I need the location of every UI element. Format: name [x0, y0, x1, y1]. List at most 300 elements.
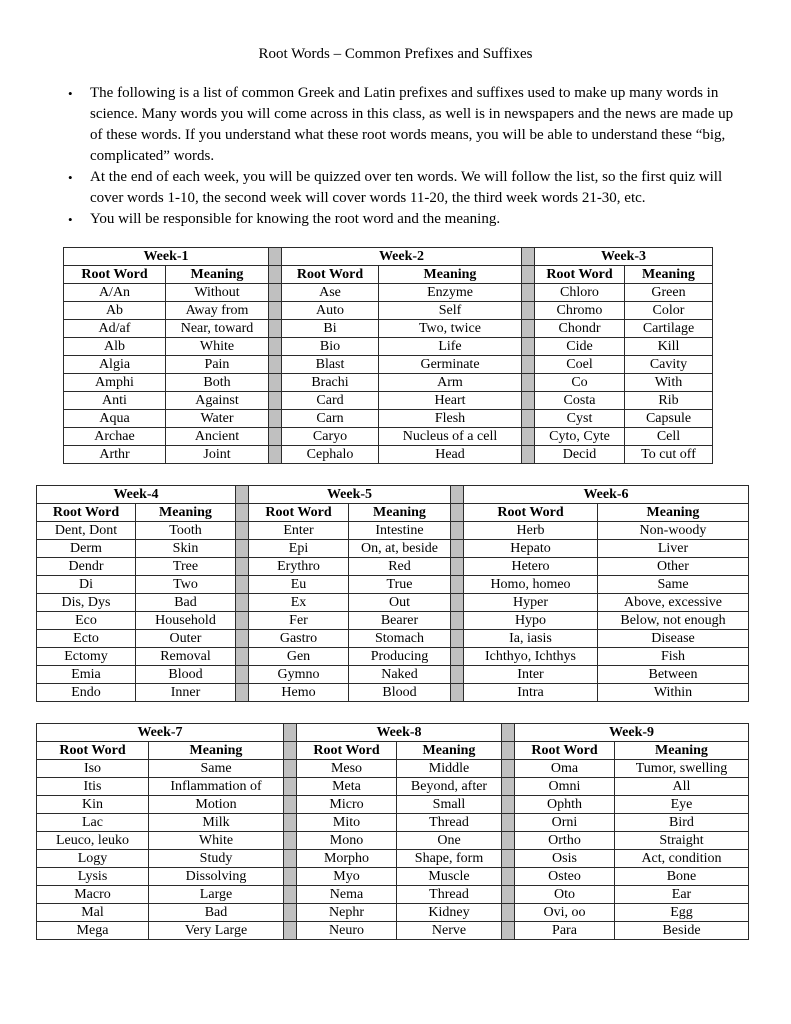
- table-row: [37, 594, 749, 612]
- separator-cell: [522, 248, 535, 266]
- table-row: [37, 666, 749, 684]
- meaning-cell: Head: [379, 446, 522, 464]
- root-word-header: Root Word: [515, 742, 615, 760]
- meaning-cell: Act, condition: [615, 850, 749, 868]
- meaning-cell: Against: [166, 392, 269, 410]
- separator-cell: [502, 760, 515, 778]
- root-word-cell: Intra: [464, 684, 598, 702]
- root-word-cell: Costa: [535, 392, 625, 410]
- separator-cell: [522, 338, 535, 356]
- week-title-week-5: Week-5: [249, 486, 451, 504]
- week-title-week-8: Week-8: [297, 724, 502, 742]
- root-word-cell: Nema: [297, 886, 397, 904]
- separator-cell: [451, 612, 464, 630]
- root-word-cell: Bio: [282, 338, 379, 356]
- separator-cell: [502, 868, 515, 886]
- root-word-cell: Neuro: [297, 922, 397, 940]
- root-word-cell: Mono: [297, 832, 397, 850]
- meaning-cell: Liver: [598, 540, 749, 558]
- week-title-row: [37, 486, 749, 504]
- table-row: [37, 684, 749, 702]
- table-row: [37, 630, 749, 648]
- separator-cell: [269, 338, 282, 356]
- week-title-row: [64, 248, 713, 266]
- meaning-cell: Motion: [149, 796, 284, 814]
- separator-cell: [284, 868, 297, 886]
- root-word-cell: Ophth: [515, 796, 615, 814]
- meaning-cell: Germinate: [379, 356, 522, 374]
- separator-cell: [284, 922, 297, 940]
- meaning-cell: Between: [598, 666, 749, 684]
- root-word-cell: Hypo: [464, 612, 598, 630]
- separator-cell: [522, 320, 535, 338]
- root-word-cell: Ectomy: [37, 648, 136, 666]
- meaning-cell: Cartilage: [625, 320, 713, 338]
- table-row: [37, 832, 749, 850]
- separator-cell: [269, 428, 282, 446]
- meaning-cell: Middle: [397, 760, 502, 778]
- meaning-header: Meaning: [615, 742, 749, 760]
- root-word-cell: Co: [535, 374, 625, 392]
- root-word-cell: Macro: [37, 886, 149, 904]
- meaning-cell: Small: [397, 796, 502, 814]
- separator-cell: [284, 850, 297, 868]
- meaning-cell: Thread: [397, 814, 502, 832]
- meaning-cell: Near, toward: [166, 320, 269, 338]
- meaning-cell: Pain: [166, 356, 269, 374]
- meaning-cell: Two: [136, 576, 236, 594]
- meaning-cell: Fish: [598, 648, 749, 666]
- root-word-header: Root Word: [297, 742, 397, 760]
- separator-cell: [284, 814, 297, 832]
- table-row: [64, 410, 713, 428]
- table-row: [37, 760, 749, 778]
- separator-cell: [269, 446, 282, 464]
- root-word-cell: Chloro: [535, 284, 625, 302]
- root-word-cell: Card: [282, 392, 379, 410]
- separator-cell: [451, 648, 464, 666]
- table-row: [64, 338, 713, 356]
- separator-cell: [284, 724, 297, 742]
- meaning-cell: Enzyme: [379, 284, 522, 302]
- root-word-cell: Epi: [249, 540, 349, 558]
- separator-cell: [236, 540, 249, 558]
- root-word-cell: Ab: [64, 302, 166, 320]
- root-word-cell: Gen: [249, 648, 349, 666]
- meaning-cell: Nerve: [397, 922, 502, 940]
- meaning-cell: Bone: [615, 868, 749, 886]
- root-word-cell: Lysis: [37, 868, 149, 886]
- separator-cell: [236, 594, 249, 612]
- root-word-cell: Meta: [297, 778, 397, 796]
- separator-cell: [502, 850, 515, 868]
- meaning-cell: Cavity: [625, 356, 713, 374]
- bullet-text: You will be responsible for knowing the root word and the meaning.: [90, 211, 501, 227]
- meaning-cell: Naked: [349, 666, 451, 684]
- meaning-cell: Dissolving: [149, 868, 284, 886]
- root-word-cell: Eco: [37, 612, 136, 630]
- meaning-cell: Rib: [625, 392, 713, 410]
- root-word-cell: Enter: [249, 522, 349, 540]
- meaning-header: Meaning: [136, 504, 236, 522]
- root-word-cell: Cephalo: [282, 446, 379, 464]
- root-word-cell: Lac: [37, 814, 149, 832]
- root-word-cell: Coel: [535, 356, 625, 374]
- root-word-cell: Carn: [282, 410, 379, 428]
- root-word-cell: Hepato: [464, 540, 598, 558]
- root-word-cell: Dendr: [37, 558, 136, 576]
- separator-cell: [236, 576, 249, 594]
- table-row: [37, 648, 749, 666]
- root-word-cell: Endo: [37, 684, 136, 702]
- root-word-cell: Amphi: [64, 374, 166, 392]
- root-word-cell: Cide: [535, 338, 625, 356]
- table-row: [37, 540, 749, 558]
- separator-cell: [284, 796, 297, 814]
- meaning-header: Meaning: [349, 504, 451, 522]
- meaning-cell: Bad: [149, 904, 284, 922]
- meaning-cell: True: [349, 576, 451, 594]
- table-row: [37, 796, 749, 814]
- root-word-cell: Hemo: [249, 684, 349, 702]
- table-row: [37, 814, 749, 832]
- table-row: [37, 522, 749, 540]
- root-word-cell: Erythro: [249, 558, 349, 576]
- meaning-cell: Straight: [615, 832, 749, 850]
- week-title-row: [37, 724, 749, 742]
- root-word-cell: Ex: [249, 594, 349, 612]
- root-word-cell: Eu: [249, 576, 349, 594]
- meaning-cell: Eye: [615, 796, 749, 814]
- meaning-cell: Nucleus of a cell: [379, 428, 522, 446]
- column-header-row: [37, 742, 749, 760]
- table-row: [37, 576, 749, 594]
- meaning-cell: Very Large: [149, 922, 284, 940]
- meaning-cell: Blood: [136, 666, 236, 684]
- root-word-cell: Cyto, Cyte: [535, 428, 625, 446]
- week-title-week-6: Week-6: [464, 486, 749, 504]
- root-word-cell: Archae: [64, 428, 166, 446]
- meaning-cell: Out: [349, 594, 451, 612]
- meaning-cell: White: [149, 832, 284, 850]
- week-title-week-7: Week-7: [37, 724, 284, 742]
- root-word-cell: Ichthyo, Ichthys: [464, 648, 598, 666]
- root-word-cell: Dis, Dys: [37, 594, 136, 612]
- separator-cell: [451, 522, 464, 540]
- meaning-cell: White: [166, 338, 269, 356]
- separator-cell: [522, 374, 535, 392]
- root-word-header: Root Word: [249, 504, 349, 522]
- root-word-header: Root Word: [64, 266, 166, 284]
- table-row: [64, 356, 713, 374]
- meaning-cell: Skin: [136, 540, 236, 558]
- meaning-cell: Milk: [149, 814, 284, 832]
- meaning-cell: With: [625, 374, 713, 392]
- meaning-cell: Disease: [598, 630, 749, 648]
- root-word-cell: Ad/af: [64, 320, 166, 338]
- separator-cell: [284, 886, 297, 904]
- table-row: [64, 446, 713, 464]
- meaning-cell: Tumor, swelling: [615, 760, 749, 778]
- separator-cell: [522, 410, 535, 428]
- separator-cell: [451, 504, 464, 522]
- table-row: [37, 612, 749, 630]
- week-table-7-9: [36, 723, 749, 940]
- meaning-header: Meaning: [397, 742, 502, 760]
- meaning-cell: Bearer: [349, 612, 451, 630]
- separator-cell: [502, 796, 515, 814]
- root-word-cell: Decid: [535, 446, 625, 464]
- separator-cell: [451, 486, 464, 504]
- meaning-cell: Two, twice: [379, 320, 522, 338]
- meaning-cell: Shape, form: [397, 850, 502, 868]
- meaning-cell: Bird: [615, 814, 749, 832]
- separator-cell: [269, 356, 282, 374]
- root-word-cell: Arthr: [64, 446, 166, 464]
- meaning-cell: On, at, beside: [349, 540, 451, 558]
- root-word-header: Root Word: [37, 742, 149, 760]
- separator-cell: [522, 266, 535, 284]
- meaning-cell: Bad: [136, 594, 236, 612]
- meaning-cell: Kidney: [397, 904, 502, 922]
- column-header-row: [37, 504, 749, 522]
- meaning-cell: Ancient: [166, 428, 269, 446]
- week-table-4-6: [36, 485, 749, 702]
- root-word-cell: Oma: [515, 760, 615, 778]
- root-word-cell: Logy: [37, 850, 149, 868]
- separator-cell: [269, 248, 282, 266]
- root-word-cell: Blast: [282, 356, 379, 374]
- separator-cell: [236, 648, 249, 666]
- meaning-cell: Within: [598, 684, 749, 702]
- week-table-1-3: [63, 247, 713, 464]
- meaning-cell: Below, not enough: [598, 612, 749, 630]
- week-title-week-9: Week-9: [515, 724, 749, 742]
- separator-cell: [451, 630, 464, 648]
- root-word-cell: Orni: [515, 814, 615, 832]
- meaning-cell: Green: [625, 284, 713, 302]
- meaning-cell: Intestine: [349, 522, 451, 540]
- meaning-cell: Egg: [615, 904, 749, 922]
- root-word-cell: Hyper: [464, 594, 598, 612]
- root-word-cell: A/An: [64, 284, 166, 302]
- table-row: [37, 886, 749, 904]
- separator-cell: [269, 266, 282, 284]
- root-word-cell: Ovi, oo: [515, 904, 615, 922]
- meaning-cell: Without: [166, 284, 269, 302]
- root-word-cell: Osis: [515, 850, 615, 868]
- root-word-cell: Meso: [297, 760, 397, 778]
- root-word-cell: Dent, Dont: [37, 522, 136, 540]
- separator-cell: [451, 666, 464, 684]
- root-word-cell: Derm: [37, 540, 136, 558]
- table-row: [64, 428, 713, 446]
- table-row: [37, 868, 749, 886]
- root-word-cell: Anti: [64, 392, 166, 410]
- separator-cell: [284, 778, 297, 796]
- meaning-cell: Other: [598, 558, 749, 576]
- separator-cell: [502, 832, 515, 850]
- bullet-icon: •: [68, 212, 73, 227]
- separator-cell: [522, 284, 535, 302]
- root-word-cell: Itis: [37, 778, 149, 796]
- separator-cell: [451, 558, 464, 576]
- meaning-cell: Capsule: [625, 410, 713, 428]
- separator-cell: [236, 558, 249, 576]
- separator-cell: [284, 904, 297, 922]
- root-word-cell: Omni: [515, 778, 615, 796]
- meaning-cell: Inflammation of: [149, 778, 284, 796]
- root-word-header: Root Word: [282, 266, 379, 284]
- meaning-cell: Muscle: [397, 868, 502, 886]
- root-word-cell: Fer: [249, 612, 349, 630]
- root-word-cell: Osteo: [515, 868, 615, 886]
- separator-cell: [502, 904, 515, 922]
- root-word-cell: Ia, iasis: [464, 630, 598, 648]
- intro-bullet-list: [0, 83, 791, 230]
- separator-cell: [502, 814, 515, 832]
- root-word-cell: Mega: [37, 922, 149, 940]
- meaning-cell: Ear: [615, 886, 749, 904]
- separator-cell: [236, 630, 249, 648]
- separator-cell: [451, 594, 464, 612]
- meaning-cell: Color: [625, 302, 713, 320]
- separator-cell: [522, 302, 535, 320]
- meaning-cell: Heart: [379, 392, 522, 410]
- week-title-week-1: Week-1: [64, 248, 269, 266]
- root-word-cell: Myo: [297, 868, 397, 886]
- root-word-cell: Di: [37, 576, 136, 594]
- table-row: [64, 374, 713, 392]
- root-word-cell: Mal: [37, 904, 149, 922]
- root-word-cell: Oto: [515, 886, 615, 904]
- separator-cell: [451, 576, 464, 594]
- root-word-cell: Ecto: [37, 630, 136, 648]
- root-word-cell: Hetero: [464, 558, 598, 576]
- separator-cell: [502, 742, 515, 760]
- root-word-cell: Bi: [282, 320, 379, 338]
- root-word-cell: Auto: [282, 302, 379, 320]
- separator-cell: [236, 522, 249, 540]
- meaning-header: Meaning: [379, 266, 522, 284]
- separator-cell: [284, 832, 297, 850]
- meaning-cell: Large: [149, 886, 284, 904]
- meaning-cell: Non-woody: [598, 522, 749, 540]
- separator-cell: [269, 302, 282, 320]
- list-item: [68, 209, 744, 230]
- meaning-cell: Inner: [136, 684, 236, 702]
- root-word-cell: Morpho: [297, 850, 397, 868]
- separator-cell: [522, 392, 535, 410]
- root-word-header: Root Word: [535, 266, 625, 284]
- meaning-cell: Beyond, after: [397, 778, 502, 796]
- root-word-cell: Alb: [64, 338, 166, 356]
- bullet-icon: •: [68, 86, 73, 101]
- separator-cell: [269, 374, 282, 392]
- meaning-cell: Same: [149, 760, 284, 778]
- meaning-cell: Self: [379, 302, 522, 320]
- table-row: [37, 850, 749, 868]
- meaning-cell: To cut off: [625, 446, 713, 464]
- table-row: [64, 392, 713, 410]
- root-word-cell: Aqua: [64, 410, 166, 428]
- meaning-cell: Flesh: [379, 410, 522, 428]
- separator-cell: [522, 446, 535, 464]
- root-word-cell: Para: [515, 922, 615, 940]
- table-row: [37, 904, 749, 922]
- bullet-text: The following is a list of common Greek and Latin prefixes and suffixes used to make up many words in science. Many words you will come across in this class, as well is in newspapers and the news are made up of these words. If you understand what these root words means, you will be able to understand these “big, complicated” words.: [90, 85, 734, 164]
- meaning-header: Meaning: [598, 504, 749, 522]
- meaning-cell: Same: [598, 576, 749, 594]
- meaning-cell: Kill: [625, 338, 713, 356]
- meaning-header: Meaning: [166, 266, 269, 284]
- meaning-cell: Thread: [397, 886, 502, 904]
- root-word-cell: Nephr: [297, 904, 397, 922]
- root-word-cell: Homo, homeo: [464, 576, 598, 594]
- separator-cell: [522, 428, 535, 446]
- separator-cell: [236, 612, 249, 630]
- meaning-cell: Red: [349, 558, 451, 576]
- week-title-week-3: Week-3: [535, 248, 713, 266]
- meaning-header: Meaning: [149, 742, 284, 760]
- separator-cell: [236, 504, 249, 522]
- table-row: [37, 558, 749, 576]
- root-word-cell: Cyst: [535, 410, 625, 428]
- meaning-cell: All: [615, 778, 749, 796]
- root-word-cell: Ase: [282, 284, 379, 302]
- root-word-cell: Chondr: [535, 320, 625, 338]
- separator-cell: [284, 742, 297, 760]
- separator-cell: [522, 356, 535, 374]
- root-word-header: Root Word: [37, 504, 136, 522]
- separator-cell: [269, 320, 282, 338]
- root-word-cell: Emia: [37, 666, 136, 684]
- meaning-cell: Study: [149, 850, 284, 868]
- meaning-cell: Both: [166, 374, 269, 392]
- meaning-cell: Beside: [615, 922, 749, 940]
- table-row: [64, 284, 713, 302]
- table-row: [64, 320, 713, 338]
- bullet-text: At the end of each week, you will be quizzed over ten words. We will follow the list, so the first quiz will cover words 1-10, the second week will cover words 11-20, the third week words 21-30, etc.: [90, 169, 723, 206]
- root-word-cell: Gastro: [249, 630, 349, 648]
- separator-cell: [502, 724, 515, 742]
- list-item: [68, 83, 744, 167]
- meaning-cell: Household: [136, 612, 236, 630]
- root-word-cell: Chromo: [535, 302, 625, 320]
- meaning-cell: Away from: [166, 302, 269, 320]
- root-word-cell: Algia: [64, 356, 166, 374]
- separator-cell: [502, 778, 515, 796]
- meaning-cell: Joint: [166, 446, 269, 464]
- bullet-icon: •: [68, 170, 73, 185]
- table-row: [37, 922, 749, 940]
- separator-cell: [236, 684, 249, 702]
- meaning-cell: Stomach: [349, 630, 451, 648]
- root-word-cell: Herb: [464, 522, 598, 540]
- meaning-cell: Water: [166, 410, 269, 428]
- table-row: [37, 778, 749, 796]
- root-word-cell: Brachi: [282, 374, 379, 392]
- week-title-week-4: Week-4: [37, 486, 236, 504]
- meaning-cell: Above, excessive: [598, 594, 749, 612]
- separator-cell: [502, 922, 515, 940]
- separator-cell: [284, 760, 297, 778]
- meaning-cell: Outer: [136, 630, 236, 648]
- separator-cell: [451, 684, 464, 702]
- separator-cell: [502, 886, 515, 904]
- meaning-cell: One: [397, 832, 502, 850]
- meaning-cell: Tooth: [136, 522, 236, 540]
